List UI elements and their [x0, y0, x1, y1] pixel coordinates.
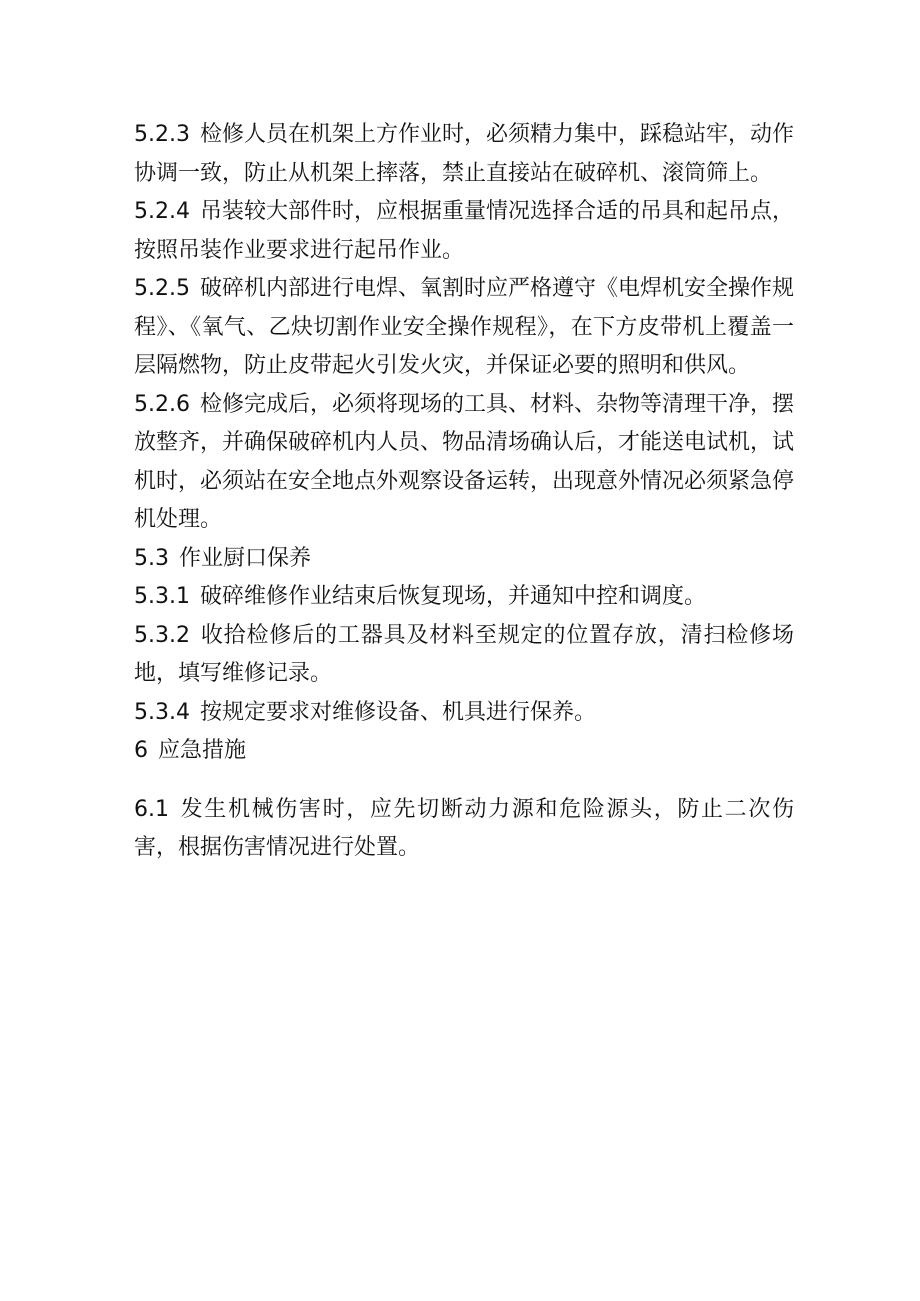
paragraph-5-3-2 — [134, 617, 794, 694]
paragraph-text: 破碎机内部进行电焊、氧割时应严格遵守《电焊机安全操作规程》、《氧气、乙炔切割作业安全操作规程》，在下方皮带机上覆盖一层隔燃物，防止皮带起火引发火灾，并保证必要的照明和供风。 — [134, 276, 794, 378]
heading-text: 应急措施 — [158, 738, 247, 763]
section-number: 5.2.6 — [134, 391, 190, 417]
section-heading-5-3 — [134, 540, 794, 579]
paragraph-5-2-5 — [134, 270, 794, 386]
paragraph-text: 按规定要求对维修设备、机具进行保养。 — [199, 699, 596, 725]
paragraph-6-1 — [134, 791, 794, 868]
section-number: 5.3 — [134, 545, 169, 571]
section-number: 5.2.4 — [134, 199, 190, 224]
paragraph-text: 破碎维修作业结束后恢复现场，并通知中控和调度。 — [199, 584, 706, 609]
document-body — [134, 116, 794, 868]
paragraph-5-2-3 — [134, 116, 794, 193]
paragraph-5-2-6 — [134, 386, 794, 540]
section-number: 5.2.5 — [134, 276, 190, 301]
paragraph-text: 吊装较大部件时，应根据重量情况选择合适的吊具和起吊点，按照吊装作业要求进行起吊作业。 — [134, 199, 794, 263]
section-number: 5.3.4 — [134, 699, 190, 725]
paragraph-text: 检修人员在机架上方作业时，必须精力集中，踩稳站牢，动作协调一致，防止从机架上摔落，禁止直接站在破碎机、滚筒筛上。 — [134, 122, 794, 186]
section-number: 6.1 — [134, 796, 169, 822]
section-number: 5.2.3 — [134, 122, 190, 147]
paragraph-5-2-4 — [134, 193, 794, 270]
paragraph-text: 检修完成后，必须将现场的工具、材料、杂物等清理干净，摆放整齐，并确保破碎机内人员、物品清场确认后，才能送电试机，试机时，必须站在安全地点外观察设备运转，出现意外情况必须紧急停机处理。 — [134, 391, 795, 532]
section-heading-6 — [134, 732, 794, 771]
paragraph-5-3-4 — [134, 694, 794, 733]
section-number: 5.3.2 — [134, 622, 190, 648]
heading-text: 作业厨口保养 — [179, 545, 312, 571]
paragraph-text: 发生机械伤害时，应先切断动力源和危险源头，防止二次伤害，根据伤害情况进行处置。 — [134, 796, 794, 860]
section-number: 5.3.1 — [134, 584, 190, 609]
paragraph-text: 收拾检修后的工器具及材料至规定的位置存放，清扫检修场地，填写维修记录。 — [134, 622, 794, 686]
paragraph-5-3-1 — [134, 578, 794, 617]
section-number: 6 — [134, 738, 148, 763]
